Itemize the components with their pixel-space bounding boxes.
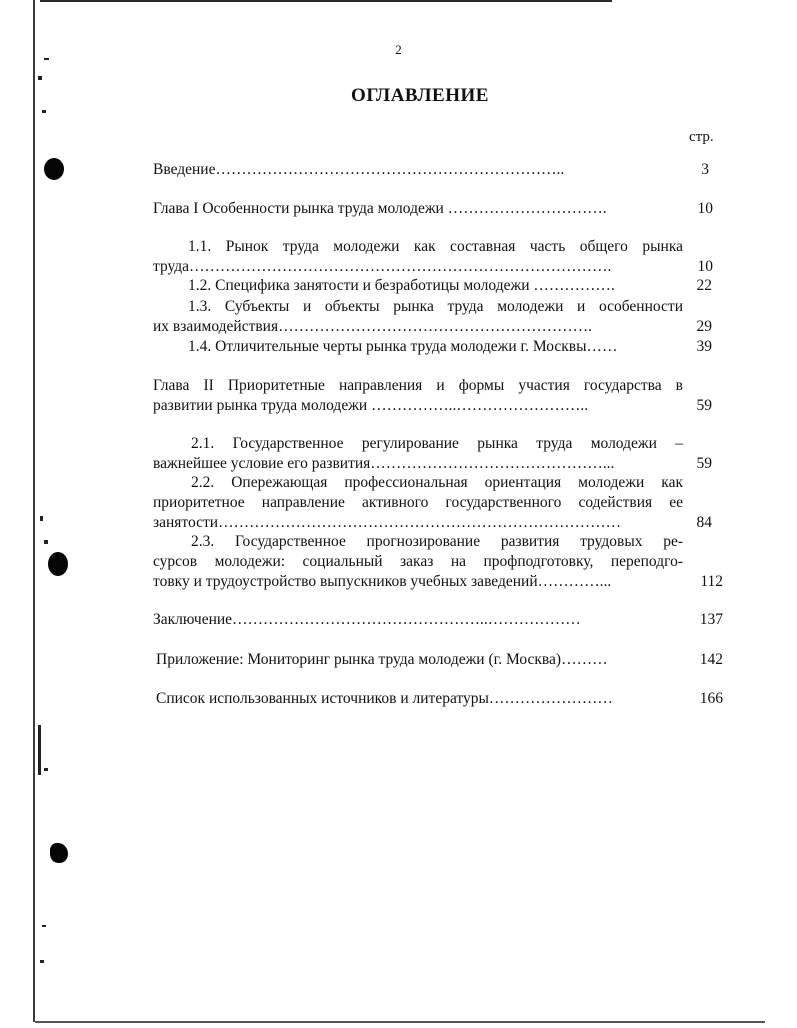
toc-entry-line: 2.1. Государственное регулирование рынка труда молодежи – (191, 435, 683, 452)
toc-entry-text: Глава I Особенности рынка труда молодежи …………………………. (153, 200, 607, 217)
toc-entry-chapter-2 (153, 376, 683, 416)
toc-entry-appendix (156, 650, 686, 670)
page-column-label: стр. (689, 129, 714, 145)
toc-page-number: 22 (696, 277, 712, 294)
toc-entry-section-1-2 (188, 276, 678, 296)
scan-bottom-border (35, 1021, 765, 1023)
toc-page-number: 137 (699, 611, 723, 628)
scan-hole-mark-2 (48, 552, 68, 576)
toc-entry-line: 2.2. Опережающая профессиональная ориентация молодежи как (191, 474, 683, 491)
toc-entry-line: приоритетное направление активного государственного содействия ее (153, 494, 683, 511)
toc-entry-line: 1.3. Субъекты и объекты рынка труда молодежи и особенности (188, 298, 683, 315)
toc-entry-text: Приложение: Мониторинг рынка труда молодежи (г. Москва)……… (156, 651, 608, 668)
page-title: ОГЛАВЛЕНИЕ (351, 85, 489, 106)
toc-entry-section-1-3 (153, 297, 683, 337)
toc-entry-section-1-1 (153, 237, 683, 277)
toc-entry-line: развитии рынка труда молодежи ……………..…………………….. (153, 397, 589, 414)
scan-speck (44, 540, 48, 544)
scan-speck (42, 110, 46, 113)
toc-page-number: 3 (701, 161, 709, 178)
toc-entry-line: занятости…………………………………………………………………… (153, 514, 622, 531)
toc-entry-text: 1.4. Отличительные черты рынка труда молодежи г. Москвы…… (188, 338, 618, 355)
scan-top-border (40, 0, 612, 2)
scan-speck (40, 516, 43, 521)
toc-page-number: 59 (696, 455, 712, 472)
toc-entry-section-2-2 (153, 473, 683, 533)
scan-speck (38, 725, 41, 775)
scan-speck (44, 58, 49, 60)
toc-entry-line: Глава II Приоритетные направления и формы участия государства в (153, 377, 683, 394)
toc-entry-text: 1.2. Специфика занятости и безработицы молодежи ……………. (188, 277, 615, 294)
toc-entry-line: 1.1. Рынок труда молодежи как составная часть общего рынка (188, 238, 683, 255)
toc-page-number: 166 (699, 690, 723, 707)
toc-page-number: 29 (696, 318, 712, 335)
toc-page-number: 59 (696, 397, 712, 414)
scan-speck (44, 768, 48, 771)
toc-entry-line: сурсов молодежи: социальный заказ на профподготовку, переподго- (153, 553, 683, 570)
toc-entry-sources (156, 689, 686, 709)
toc-entry-text: Список использованных источников и литературы…………………… (156, 690, 613, 707)
toc-page-number: 10 (697, 200, 713, 217)
scan-speck (42, 925, 46, 927)
toc-entry-line: их взаимодействия……………………………………………………. (153, 318, 592, 335)
toc-entry-section-1-4 (188, 337, 678, 357)
toc-entry-text: Введение………………………………………………………….. (153, 161, 565, 178)
toc-entry-intro (153, 160, 673, 180)
toc-entry-line: 2.3. Государственное прогнозирование развития трудовых ре- (191, 533, 683, 550)
scan-hole-mark-1 (44, 158, 64, 180)
toc-entry-line: труда………………………………………………………………………. (153, 258, 612, 275)
toc-entry-section-2-1 (153, 434, 683, 474)
toc-page-number: 39 (696, 338, 712, 355)
toc-page-number: 10 (697, 258, 713, 275)
toc-entry-line: важнейшее условие его развития………………………………………... (153, 455, 615, 472)
scan-left-border (33, 0, 35, 1022)
page-number: 2 (395, 42, 402, 57)
toc-entry-conclusion (153, 610, 683, 630)
toc-entry-chapter-1 (153, 199, 673, 219)
toc-entry-line: товку и трудоустройство выпускников учебных заведений…………... (153, 573, 612, 590)
scan-speck (38, 76, 42, 80)
toc-entry-text: Заключение…………………………………………..……………… (153, 611, 581, 628)
toc-page-number: 112 (700, 573, 723, 590)
scan-hole-mark-3 (50, 843, 68, 863)
toc-entry-section-2-3 (153, 532, 683, 592)
scan-speck (40, 960, 44, 963)
toc-page-number: 84 (696, 514, 712, 531)
toc-page-number: 142 (699, 651, 723, 668)
